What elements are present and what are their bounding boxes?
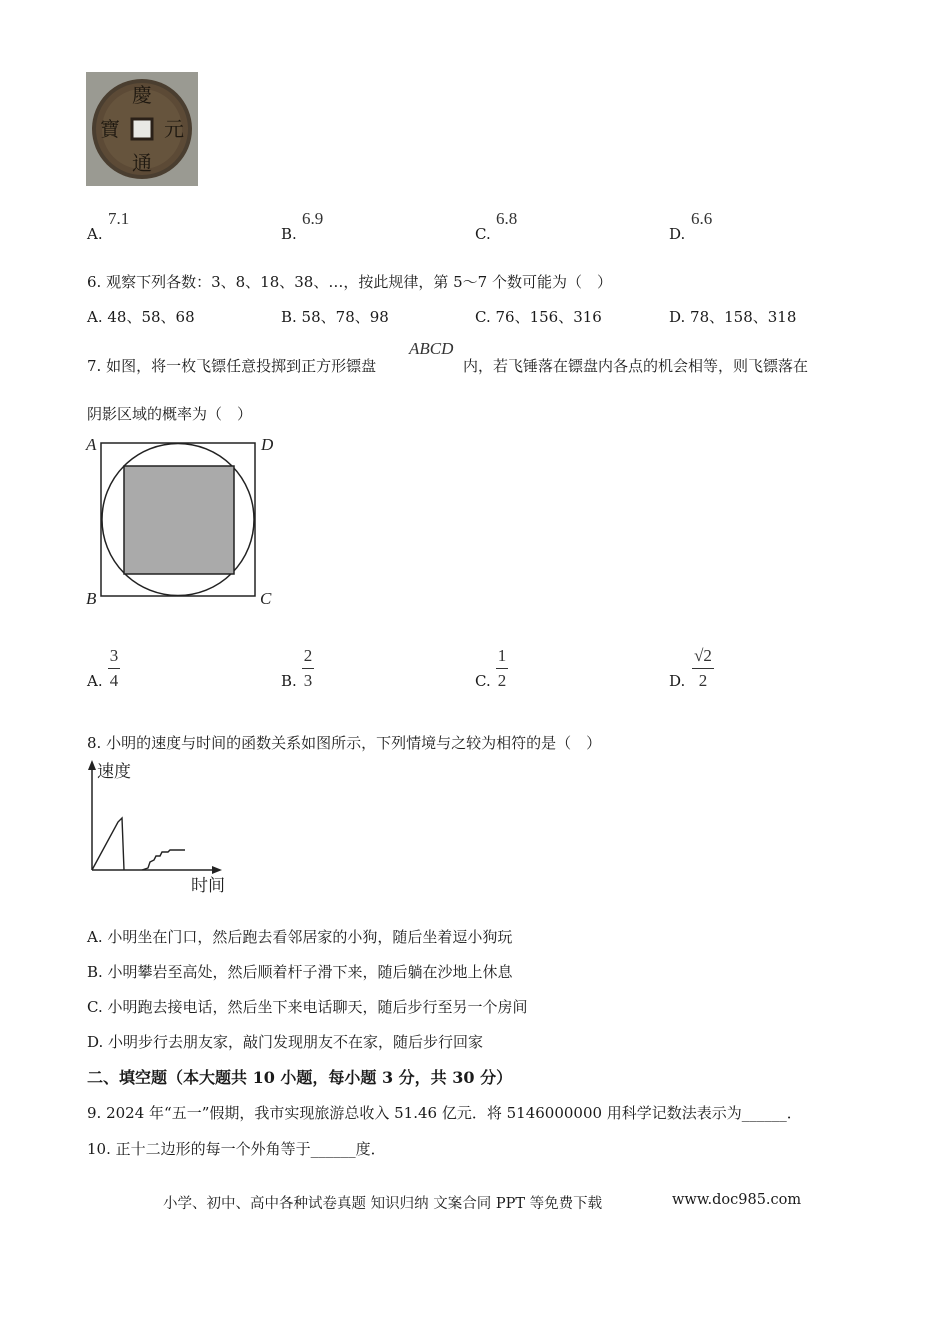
denominator: 2	[497, 671, 507, 690]
q6-option-c: C. 76、156、316	[475, 308, 602, 326]
q7-square-symbol: ABCD	[409, 339, 454, 358]
q6-option-b: B. 58、78、98	[281, 308, 389, 326]
y-axis-arrow	[88, 760, 96, 770]
numerator: 2	[303, 646, 313, 665]
label-b: B	[86, 589, 97, 608]
q6-option-d: D. 78、158、318	[669, 308, 797, 326]
q5-option-b-label: B.	[281, 225, 297, 243]
label-d: D	[261, 435, 274, 454]
coin-char-top: 慶	[132, 83, 152, 107]
label-a: A	[86, 435, 97, 454]
q7-dartboard-figure	[84, 432, 284, 612]
q7-option-b-fraction	[302, 646, 314, 691]
q7-option-c-fraction	[496, 646, 508, 691]
x-axis-label: 时间	[191, 876, 225, 896]
q8-stem: 8. 小明的速度与时间的函数关系如图所示，下列情境与之较为相符的是（ ）	[87, 734, 602, 752]
coin-char-left: 寶	[100, 117, 120, 141]
q5-option-a-label: A.	[87, 225, 103, 243]
footer-text: 小学、初中、高中各种试卷真题 知识归纳 文案合同 PPT 等免费下载	[163, 1196, 603, 1212]
coin-char-bottom: 通	[132, 151, 152, 175]
q8-option-d: D. 小明步行去朋友家，敲门发现朋友不在家，随后步行回家	[87, 1033, 484, 1051]
q5-option-b-value: 6.9	[302, 209, 324, 228]
q5-option-c-value: 6.8	[496, 209, 518, 228]
shaded-square	[124, 466, 234, 574]
denominator: 2	[698, 671, 708, 690]
q6-stem: 6. 观察下列各数：3、8、18、38、…，按此规律，第 5～7 个数可能为（ ）	[87, 273, 612, 291]
y-axis-label: 速度	[97, 762, 131, 782]
q8-speed-time-graph	[84, 758, 234, 900]
q7-option-b-label: B.	[281, 672, 297, 690]
denominator: 3	[303, 671, 313, 690]
numerator: 1	[497, 646, 507, 665]
q7-option-a-label: A.	[87, 672, 103, 690]
q7-option-d-fraction	[692, 646, 714, 691]
footer-url[interactable]: www.doc985.com	[672, 1192, 802, 1208]
q6-option-a: A. 48、58、68	[87, 308, 195, 326]
q7-stem-part2: 内，若飞锤落在镖盘内各点的机会相等，则飞镖落在	[463, 357, 809, 375]
q8-option-b: B. 小明攀岩至高处，然后顺着杆子滑下来，随后躺在沙地上休息	[87, 963, 513, 981]
q7-option-c-label: C.	[475, 672, 491, 690]
coin-char-right: 元	[164, 117, 184, 141]
graph-tail	[142, 850, 185, 870]
q9-stem: 9. 2024 年“五一”假期，我市实现旅游总收入 51.46 亿元．将 5146000000 用科学记数法表示为______．	[87, 1104, 802, 1122]
q7-option-a-fraction	[108, 646, 120, 691]
q5-option-a-value: 7.1	[108, 209, 130, 228]
q7-option-d-label: D.	[669, 672, 686, 690]
q7-stem-line2: 阴影区域的概率为（ ）	[87, 405, 253, 423]
graph-spike	[92, 818, 124, 870]
x-axis-arrow	[212, 866, 222, 874]
q5-option-d-value: 6.6	[691, 209, 713, 228]
q7-stem-part1: 7. 如图，将一枚飞镖任意投掷到正方形镖盘	[87, 357, 377, 375]
q8-option-c: C. 小明跑去接电话，然后坐下来电话聊天，随后步行至另一个房间	[87, 998, 528, 1016]
numerator: 3	[109, 646, 119, 665]
denominator: 4	[109, 671, 119, 690]
section-heading-fill-in: 二、填空题（本大题共 10 小题，每小题 3 分，共 30 分）	[87, 1068, 513, 1087]
label-c: C	[260, 589, 272, 608]
q8-option-a: A. 小明坐在门口，然后跑去看邻居家的小狗，随后坐着逗小狗玩	[87, 928, 513, 946]
coin-image	[86, 72, 198, 186]
numerator: √2	[694, 646, 712, 665]
q5-option-c-label: C.	[475, 225, 491, 243]
q5-option-d-label: D.	[669, 225, 686, 243]
q10-stem: 10. 正十二边形的每一个外角等于______度．	[87, 1140, 386, 1158]
